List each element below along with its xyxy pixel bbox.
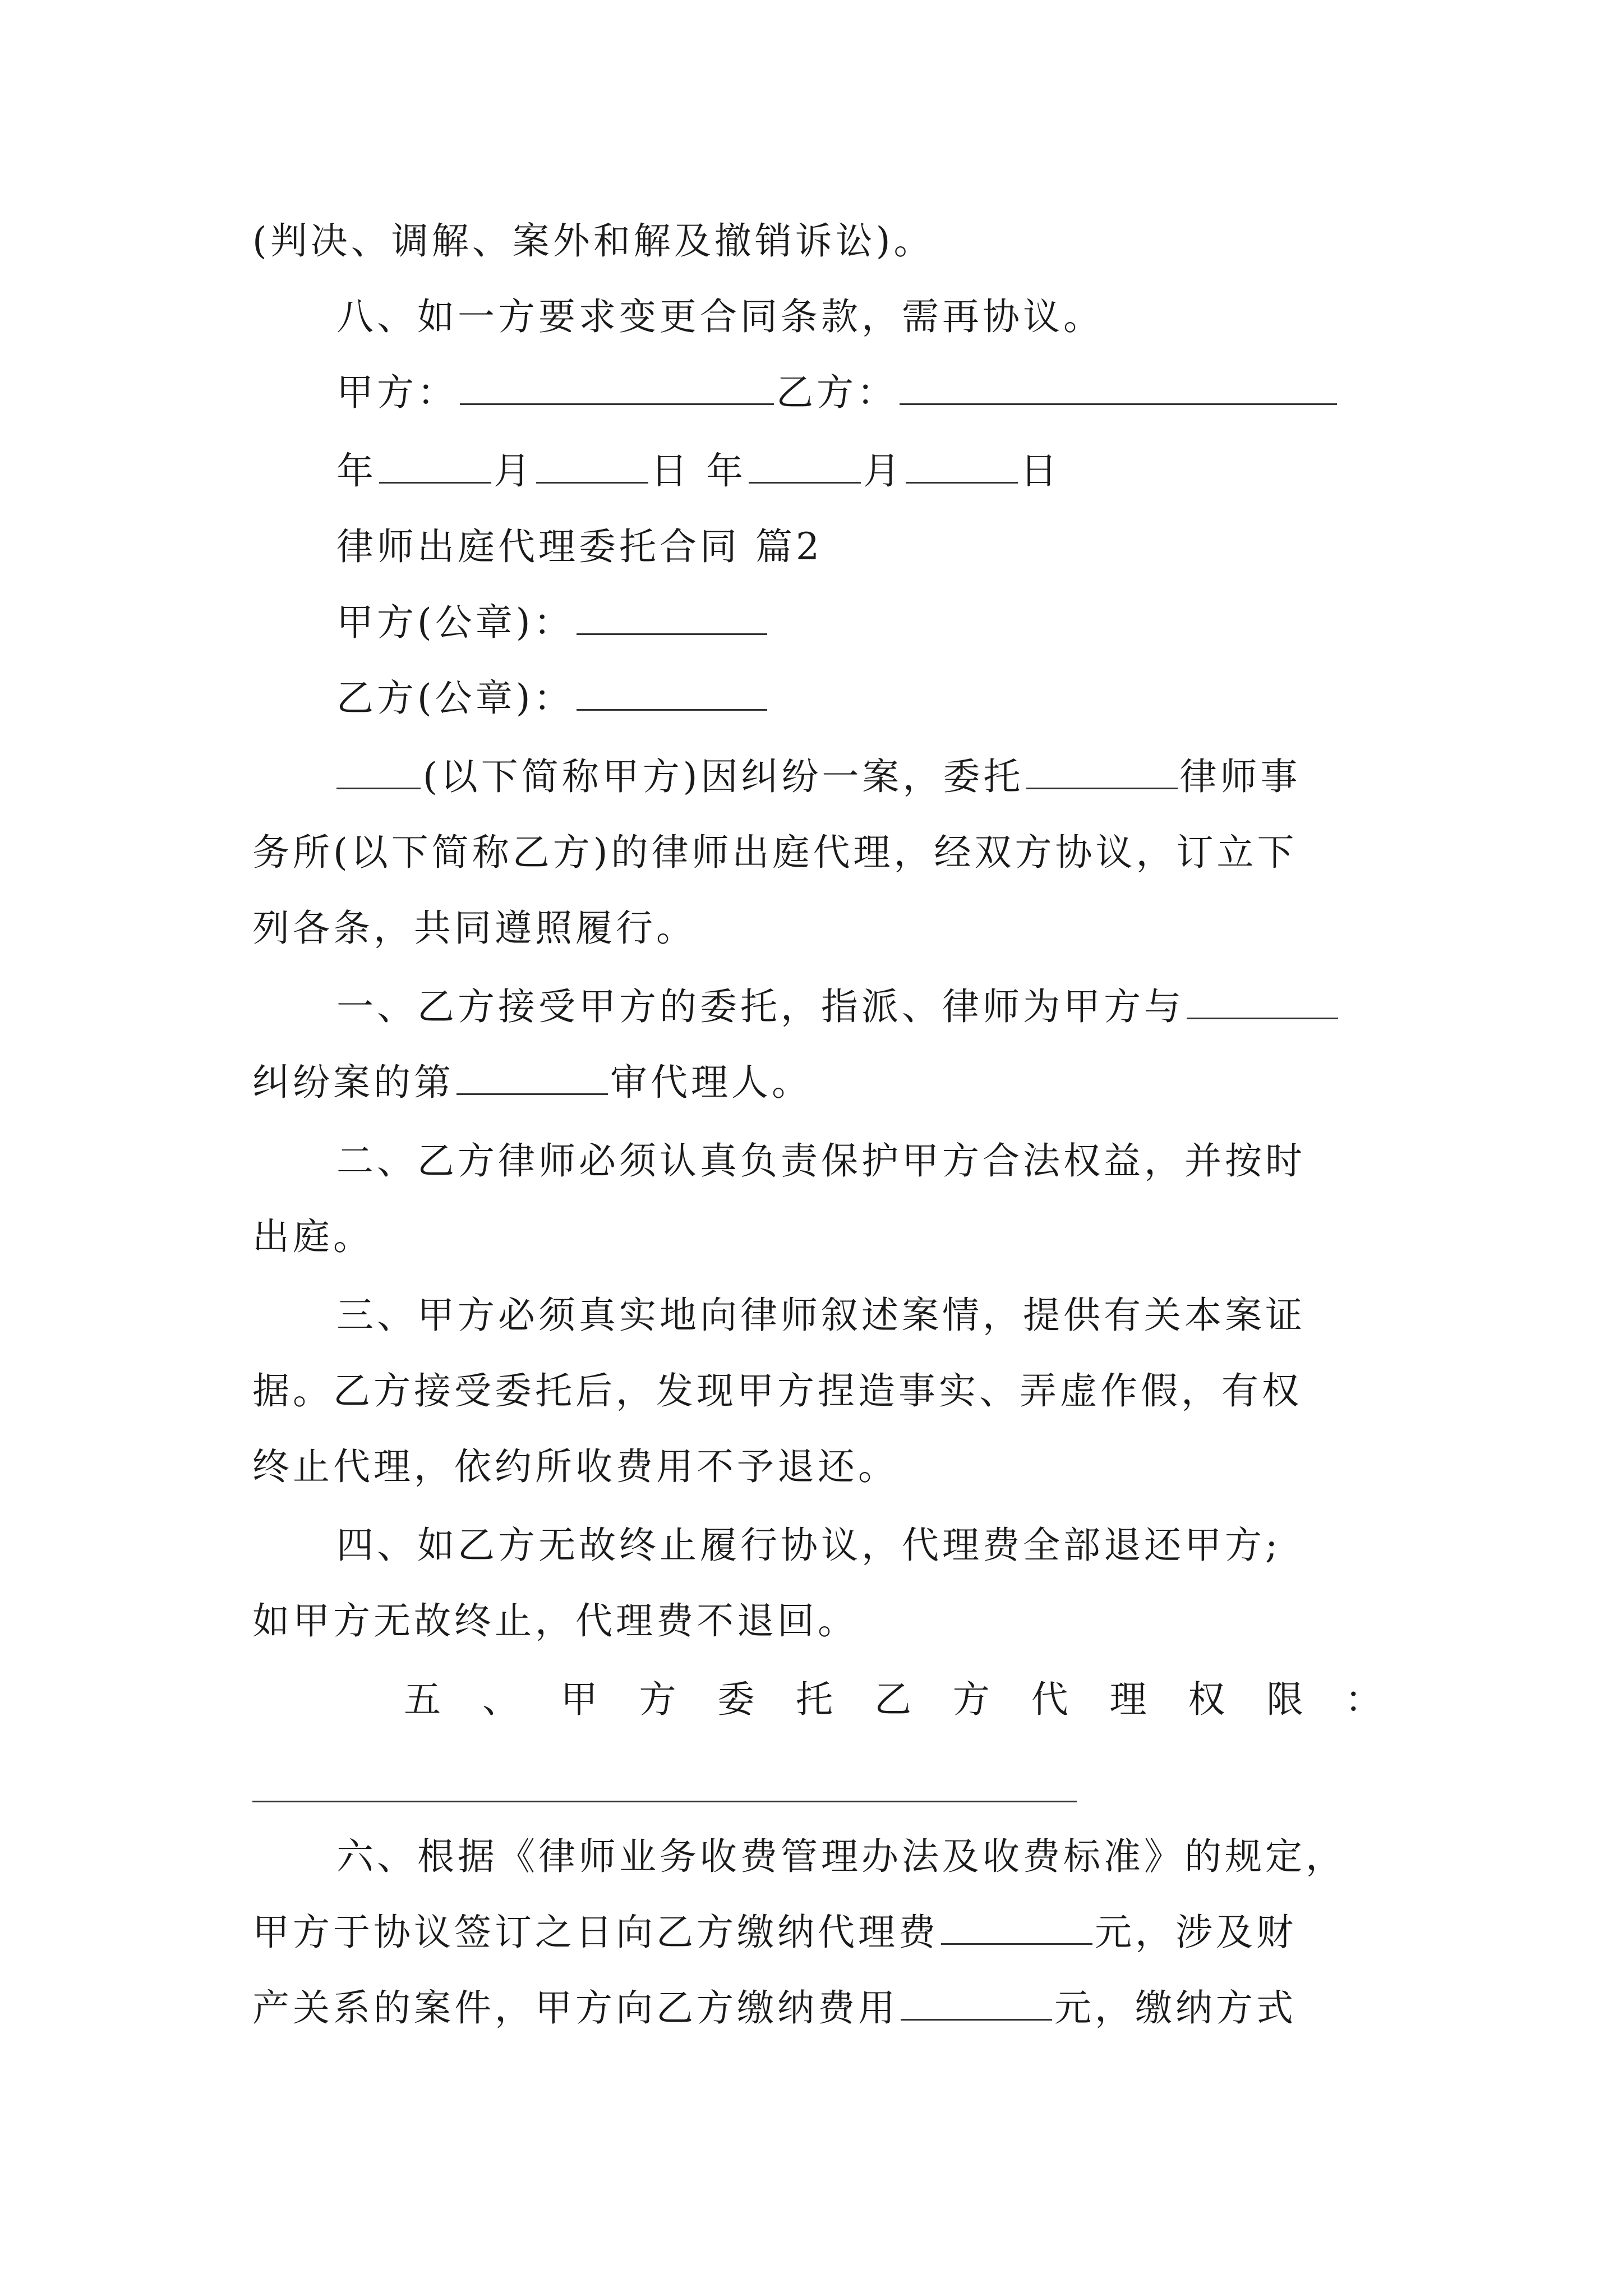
char: 理 (1109, 1678, 1150, 1721)
party-a-seal-label: 甲方(公章)： (336, 601, 574, 644)
paragraph-line (252, 903, 1391, 954)
char: 乙 (874, 1678, 915, 1721)
paragraph-line (252, 1366, 1391, 1416)
spread-heading-line (404, 1674, 1385, 1725)
year-label: 年 (336, 449, 377, 493)
paragraph-line (252, 1907, 1391, 1958)
fee-blank (941, 1910, 1092, 1945)
law-firm-blank (1026, 754, 1178, 789)
text-span: 审代理人。 (610, 1061, 812, 1104)
paragraph-line (336, 1832, 1391, 1882)
text-span: 二、乙方律师必须认真负责保护甲方合法权益，并按时 (336, 1139, 1306, 1182)
text-span: 元，缴纳方式 (1054, 1986, 1297, 2030)
party-b-label: 乙方： (776, 371, 897, 414)
text-span: 纠纷案的第 (252, 1061, 454, 1104)
char: 限 (1266, 1678, 1307, 1721)
text-span: 一、乙方接受甲方的委托，指派、律师为甲方与 (336, 985, 1184, 1028)
text-span: 律师事 (1179, 755, 1301, 798)
party-b-seal-label: 乙方(公章)： (336, 677, 574, 720)
instance-blank (457, 1060, 608, 1095)
char: 代 (1031, 1678, 1072, 1721)
day-blank-2 (906, 448, 1018, 484)
char: 托 (796, 1678, 837, 1721)
day-label: 日 (1020, 449, 1061, 493)
section-title-text: 律师出庭代理委托合同 篇2 (336, 525, 823, 568)
month-blank-2 (749, 448, 861, 484)
char: 五 (404, 1678, 444, 1721)
party-a-seal-blank (577, 600, 767, 635)
property-fee-blank (901, 1985, 1052, 2021)
text-span: 甲方于协议签订之日向乙方缴纳代理费 (252, 1911, 939, 1954)
party-a-name-blank (336, 754, 421, 789)
paragraph-line (252, 1057, 1391, 1108)
text-span: 八、如一方要求变更合同条款，需再协议。 (336, 295, 1104, 338)
day-year-label: 日 年 (651, 449, 746, 493)
text-span: 务所(以下简称乙方)的律师出庭代理，经双方协议，订立下 (252, 831, 1298, 874)
date-line (336, 446, 1391, 496)
paragraph-line (336, 1290, 1391, 1341)
signature-line (336, 367, 1391, 418)
text-span: 三、甲方必须真实地向律师叙述案情，提供有关本案证 (336, 1294, 1306, 1337)
text-span: 产关系的案件，甲方向乙方缴纳费用 (252, 1986, 898, 2030)
seal-line-a (336, 597, 1391, 648)
char: 方 (639, 1678, 680, 1721)
char: 委 (717, 1678, 758, 1721)
paragraph-line (336, 1520, 1391, 1571)
char: ： (1344, 1678, 1385, 1721)
party-b-blank (900, 370, 1337, 405)
text-span: 四、如乙方无故终止履行协议，代理费全部退还甲方; (336, 1524, 1281, 1567)
char: 权 (1188, 1678, 1229, 1721)
party-a-label: 甲方： (336, 371, 458, 414)
char: 方 (952, 1678, 993, 1721)
paragraph-line (252, 1442, 1391, 1492)
text-span: 元，涉及财 (1095, 1911, 1297, 1954)
month-label-2: 月 (863, 449, 903, 493)
paragraph-line (336, 982, 1391, 1032)
text-span: 列各条，共同遵照履行。 (252, 907, 697, 950)
text-span: 出庭。 (252, 1215, 374, 1258)
opponent-blank (1187, 984, 1338, 1019)
paragraph-line (336, 1136, 1391, 1186)
paragraph-line (336, 292, 1391, 342)
text-span: (判决、调解、案外和解及撤销诉讼)。 (252, 219, 934, 263)
party-b-seal-blank (577, 675, 767, 711)
text-span: 如甲方无故终止，代理费不退回。 (252, 1599, 858, 1642)
paragraph-line (252, 216, 1391, 266)
char: 、 (482, 1678, 523, 1721)
authority-blank-line (252, 1801, 1077, 1802)
text-span: 六、根据《律师业务收费管理办法及收费标准》的规定， (336, 1835, 1346, 1878)
month-label: 月 (494, 449, 534, 493)
party-a-blank (460, 370, 774, 405)
text-span: 终止代理，依约所收费用不予退还。 (252, 1445, 898, 1488)
day-blank (536, 448, 648, 484)
text-span: 据。乙方接受委托后，发现甲方捏造事实、弄虚作假，有权 (252, 1369, 1302, 1412)
paragraph-line (336, 752, 1391, 802)
paragraph-line (252, 827, 1391, 878)
paragraph-line (252, 1596, 1391, 1646)
paragraph-line (252, 1983, 1391, 2033)
month-blank (379, 448, 491, 484)
text-span: (以下简称甲方)因纠纷一案，委托 (423, 755, 1024, 798)
paragraph-line (252, 1212, 1391, 1262)
char: 甲 (560, 1678, 601, 1721)
seal-line-b (336, 673, 1391, 724)
section-title (336, 522, 1391, 572)
